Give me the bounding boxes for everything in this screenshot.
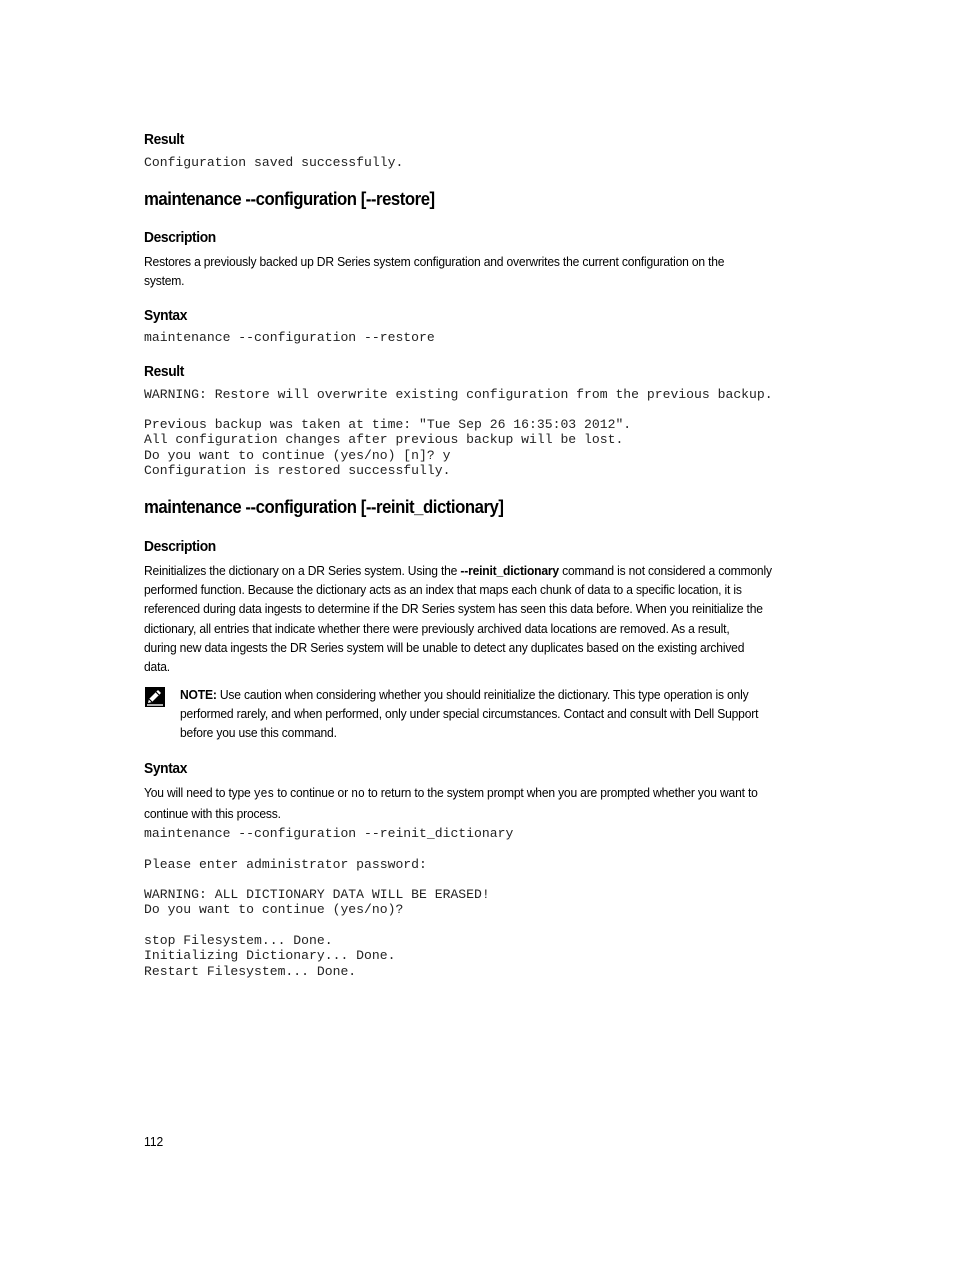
note-pencil-icon (144, 686, 166, 708)
syntax-heading: Syntax (144, 760, 188, 777)
section-title-restore: maintenance --configuration [--restore] (144, 189, 435, 209)
result-heading: Result (144, 131, 184, 148)
output-code: stop Filesystem... Done. Initializing Dictionary... Done. Restart Filesystem... Done. (144, 933, 396, 979)
description-text: Restores a previously backed up DR Series system configuration and overwrites the current configuration on the system. (144, 254, 725, 289)
description-text: Reinitializes the dictionary on a DR Series system. Using the --reinit_dictionary command is not considered a commonly performed function. Because the dictionary acts as an index that maps each chunk of data to a specific location, it is referenced during data ingests to determine if the DR Series system has seen this data before. When you reinitialize the dictionary, all entries that indicate whether there were previously archived data locations are removed. As a result, during new data ingests the DR Series system will be unable to detect any duplicates based on the existing archived data. (144, 563, 772, 675)
description-heading: Description (144, 538, 216, 555)
result-code-output: Previous backup was taken at time: "Tue Sep 26 16:35:03 2012". All configuration changes after previous backup will be lost. Do you want to continue (yes/no) [n]? y Configuration is restored successfully. (144, 417, 632, 479)
description-heading: Description (144, 229, 216, 246)
note-text: NOTE: Use caution when considering whether you should reinitialize the dictionary. This type operation is only performed rarely, and when performed, only under special circumstances. Contact and consult with Dell Support before you use this command. (180, 687, 759, 741)
syntax-code: maintenance --configuration --reinit_dictionary (144, 826, 514, 841)
password-prompt-code: Please enter administrator password: (144, 857, 427, 872)
syntax-code: maintenance --configuration --restore (144, 330, 435, 345)
warning-code: WARNING: ALL DICTIONARY DATA WILL BE ERASED! Do you want to continue (yes/no)? (144, 887, 490, 918)
result-code-warning: WARNING: Restore will overwrite existing configuration from the previous backup. (144, 387, 773, 402)
result-heading: Result (144, 363, 184, 380)
page-number: 112 (144, 1134, 164, 1149)
result-code: Configuration saved successfully. (144, 155, 404, 170)
syntax-heading: Syntax (144, 307, 188, 324)
syntax-text: You will need to type yes to continue or no to return to the system prompt when you are prompted whether you want to continue with this process. (144, 785, 758, 822)
section-title-reinit: maintenance --configuration [--reinit_dictionary] (144, 497, 504, 517)
